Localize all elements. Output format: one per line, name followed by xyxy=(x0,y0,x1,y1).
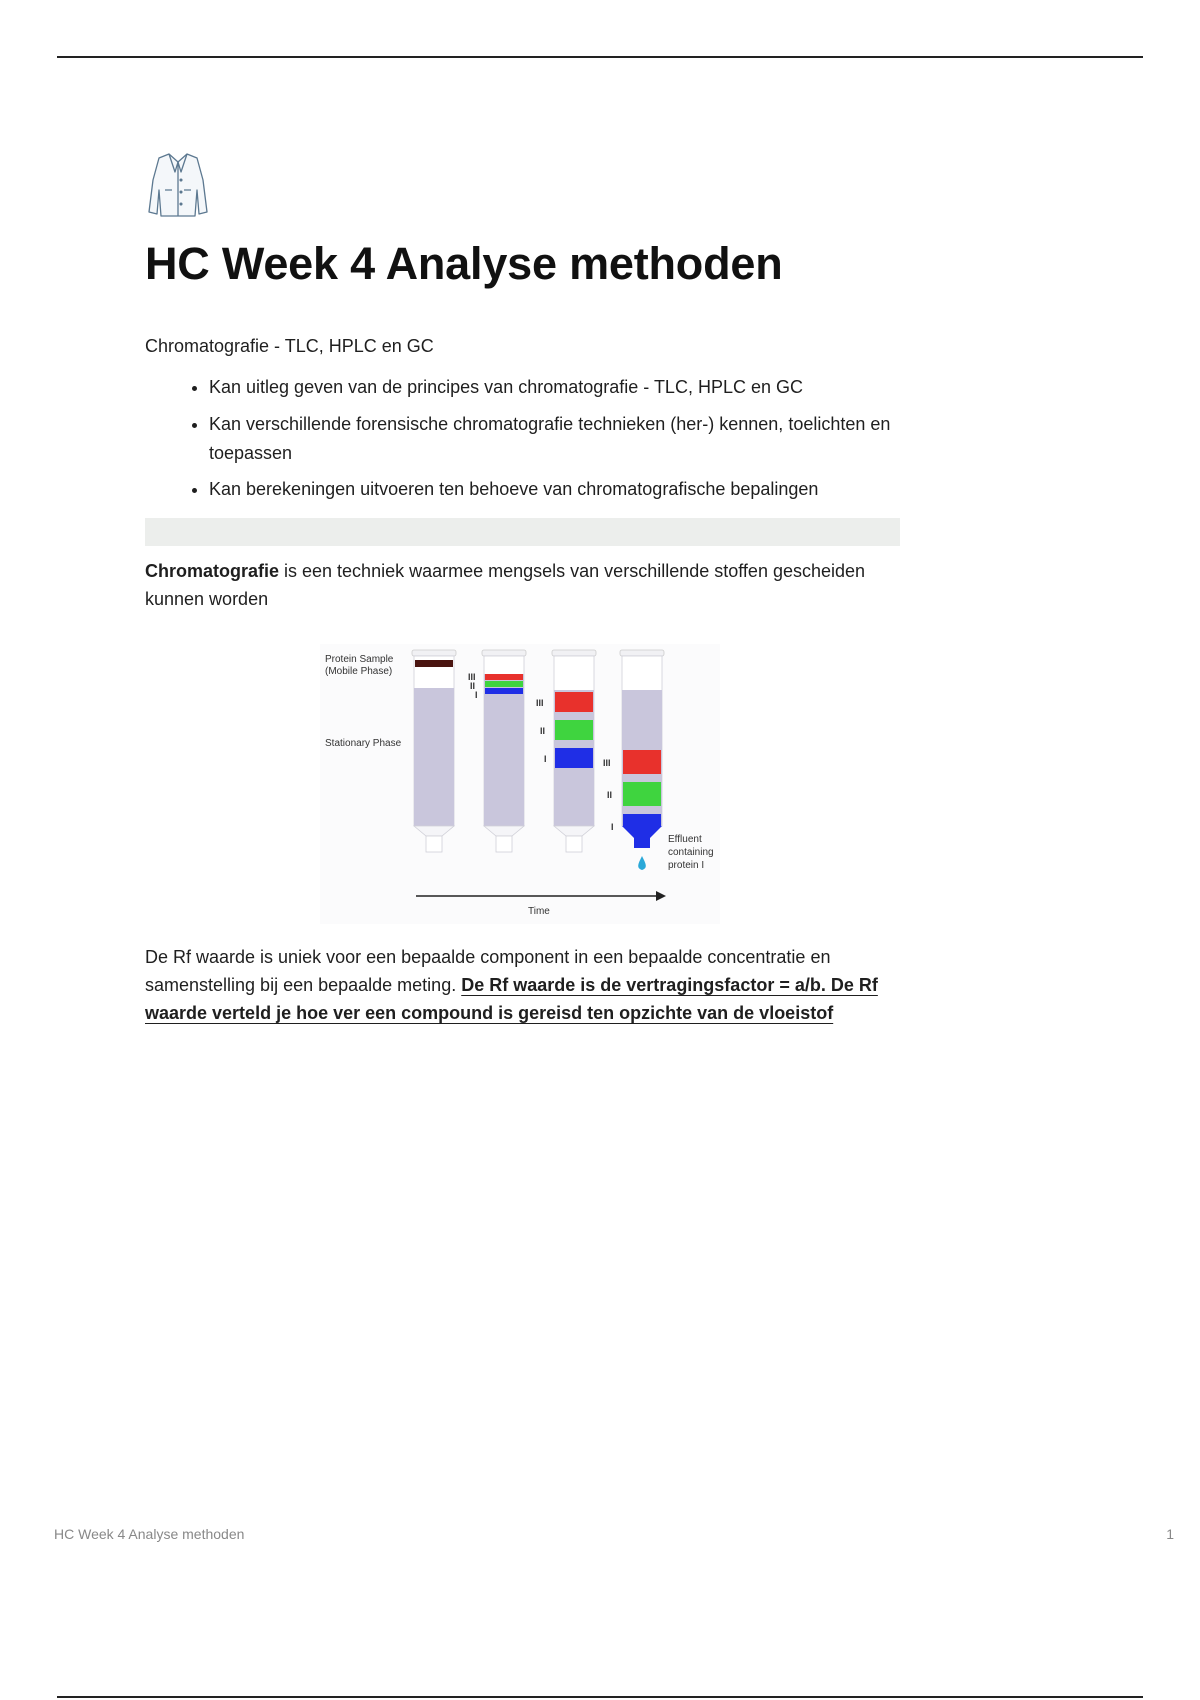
col2-roman-2: II xyxy=(470,680,476,691)
label-time: Time xyxy=(528,905,550,917)
term-bold: Chromatografie xyxy=(145,561,280,582)
footer-title: HC Week 4 Analyse methoden xyxy=(54,1526,245,1542)
section-subtitle: Chromatografie - TLC, HPLC en GC xyxy=(145,335,434,356)
col2-roman-3: III xyxy=(468,671,476,682)
paragraph-definition xyxy=(145,558,905,614)
top-rule xyxy=(57,56,1143,58)
list-item: • Kan uitleg geven van de principes van chromatografie - TLC, HPLC en GC xyxy=(209,373,905,402)
label-sample-2: (Mobile Phase) xyxy=(325,665,393,677)
col4-roman-1: I xyxy=(611,821,614,832)
col3-roman-1: I xyxy=(544,753,547,764)
col4-roman-3: III xyxy=(603,757,611,768)
label-effluent-2: containing xyxy=(668,846,714,858)
col4-roman-2: II xyxy=(607,789,613,800)
chromatography-figure xyxy=(320,644,720,924)
footer-page-number: 1 xyxy=(1166,1526,1174,1542)
objectives-list xyxy=(145,373,905,504)
label-effluent-1: Effluent xyxy=(668,833,702,845)
list-item: • Kan berekeningen uitvoeren ten behoeve van chromatografische bepalingen xyxy=(209,475,905,504)
page-content xyxy=(145,150,905,1046)
col2-roman-1: I xyxy=(475,689,478,700)
list-item: • Kan verschillende forensische chromatografie technieken (her-) kennen, toelichten en toepassen xyxy=(209,410,905,468)
paragraph-rf xyxy=(145,944,905,1028)
definition-text: is een techniek waarmee mengsels van verschillende stoffen gescheiden kunnen worden xyxy=(145,561,866,610)
col3-roman-2: II xyxy=(540,725,546,736)
page-title: HC Week 4 Analyse methoden xyxy=(145,238,783,289)
rf-emphasis-text: De Rf waarde is de vertragingsfactor = a/b. De Rf waarde verteld je hoe ver een compound is gereisd ten opzichte van de vloeistof xyxy=(145,974,878,1023)
label-effluent-3: protein I xyxy=(668,859,705,871)
divider-block xyxy=(145,518,900,546)
label-stationary: Stationary Phase xyxy=(325,737,402,749)
bottom-rule xyxy=(57,1696,1143,1698)
rf-plain-text: De Rf waarde is uniek voor een bepaalde component in een bepaalde concentratie en samenstelling bij een bepaalde meting. xyxy=(145,946,831,995)
label-sample-1: Protein Sample xyxy=(325,653,394,665)
col3-roman-3: III xyxy=(536,697,544,708)
column-1 xyxy=(412,650,456,852)
lab-coat-icon xyxy=(145,150,215,230)
